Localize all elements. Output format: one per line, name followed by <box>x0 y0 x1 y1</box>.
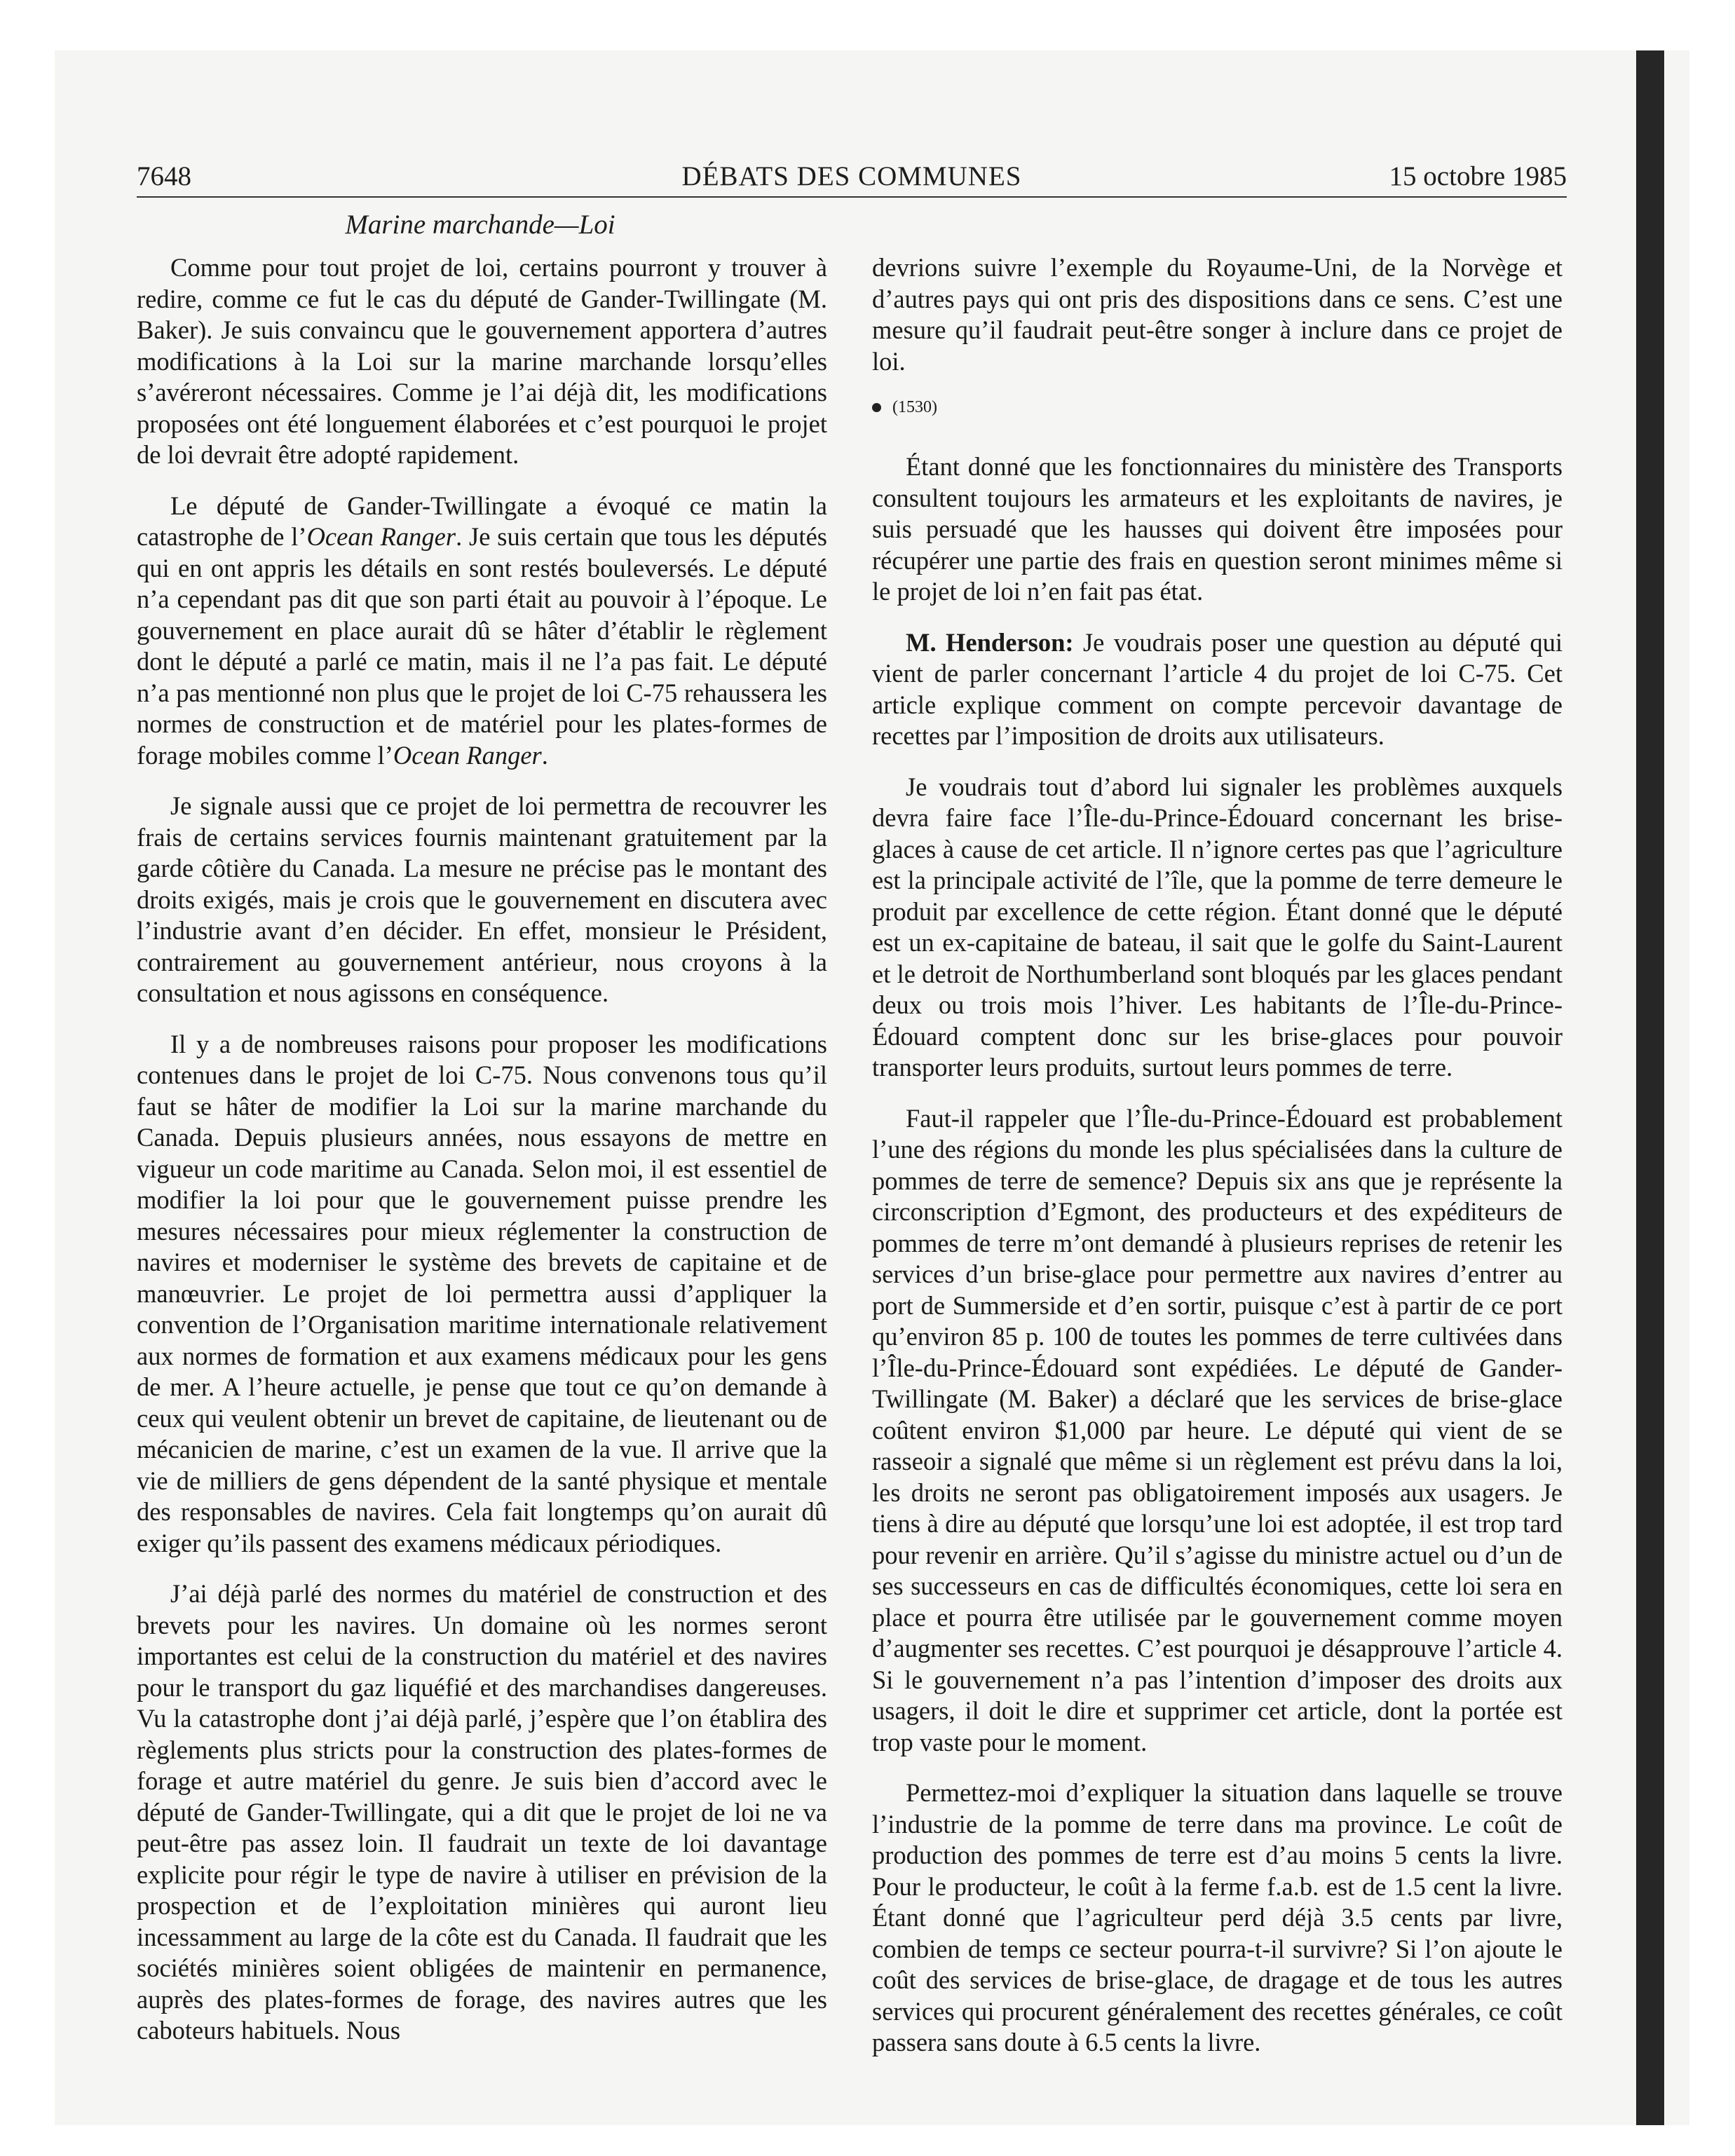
section-subhead: Marine marchande—Loi <box>345 210 615 240</box>
paragraph <box>872 627 1563 752</box>
text-run: . <box>541 740 548 770</box>
paragraph: Je voudrais tout d’abord lui signaler les problèmes auxquels devra faire face l’Île-du-Prince-Édouard concernant les brise-glaces à cause de cet article. Il n’ignore certes pas que l’agriculture est la principale activité de l’île, que la pomme de terre demeure le produit par excellence de cette région. Étant donné que le député est un ex-capitaine de bateau, il sait que le golfe du Saint-Laurent et le detroit de Northumberland sont bloqués par les glaces pendant deux ou trois mois l’hiver. Les habitants de l’Île-du-Prince-Édouard comptent donc sur les brise-glaces pour pouvoir transporter leurs produits, surtout leurs pommes de terre. <box>872 772 1563 1082</box>
paragraph: Faut-il rappeler que l’Île-du-Prince-Édouard est probablement l’une des régions du monde les plus spécialisées dans la culture de pommes de terre de semence? Depuis six ans que je représente la circonscription d’Egmont, des producteurs et des expéditeurs de pommes de terre m’ont demandé à plusieurs reprises de retenir les services d’un brise-glace pour permettre aux navires d’entrer au port de Summerside et d’en sortir, puisque c’est à partir de ce port qu’environ 85 p. 100 de toutes les pommes de terre cultivées dans l’Île-du-Prince-Édouard sont expédiées. Le député de Gander-Twillingate (M. Baker) a déclaré que les services de brise-glace coûtent environ $1,000 par heure. Le député qui vient de se rasseoir a signalé que même si un règlement est prévu dans la loi, les droits ne seront pas obligatoirement imposés aux usagers. Je tiens à dire au député que lorsqu’une loi est adoptée, il est trop tard pour revenir en arrière. Qu’il s’agisse du ministre actuel ou d’un de ses successeurs en cas de difficultés économiques, cette loi sera en place et pourra être utilisée par le gouvernement comme moyen d’augmenter ses recettes. C’est pourquoi je désapprouve l’article 4. Si le gouvernement n’a pas l’intention d’imposer des droits aux usagers, il doit le dire et supprimer cet article, dont la portée est trop vaste pour le moment. <box>872 1103 1563 1756</box>
page-header <box>137 160 1567 198</box>
text-run: Le député de Gander-Twillingate a évoqué ce matin la catastrophe de l’ <box>137 491 827 551</box>
paragraph: Étant donné que les fonctionnaires du ministère des Transports consultent toujours les armateurs et les exploitants de navires, je suis persuadé que les hausses qui doivent être imposées pour récupérer une partie des frais en question seront minimes même si le projet de loi n’en fait pas état. <box>872 452 1563 606</box>
ship-name: Ocean Ranger <box>306 522 456 551</box>
binding-edge <box>1636 50 1664 2125</box>
time-marker-text: (1530) <box>892 398 937 416</box>
text-run: . Je suis certain que tous les députés qui en ont appris les détails en sont restés bouleversés. Le député n’a cependant pas dit que son parti était au pouvoir à l’époque. Le gouvernement en place aurait dû se hâter d’établir le règlement dont le député a parlé ce matin, mais il ne l’a pas fait. Le député n’a pas mentionné non plus que le projet de loi C-75 rehaussera les normes de construction et de matériel pour les plates-formes de forage mobiles comme l’ <box>137 522 827 770</box>
bullet-icon <box>872 403 881 412</box>
time-marker <box>872 397 1563 418</box>
paragraph <box>137 491 827 772</box>
page-number: 7648 <box>137 161 191 191</box>
paragraph: Il y a de nombreuses raisons pour proposer les modifications contenues dans le projet de loi C-75. Nous convenons tous qu’il faut se hâter de modifier la Loi sur la marine marchande du Canada. Depuis plusieurs années, nous essayons de mettre en vigueur un code maritime au Canada. Selon moi, il est essentiel de modifier la loi pour que le gouvernement puisse prendre les mesures nécessaires pour mieux réglementer la construction de navires et moderniser le système des brevets de capitaine et de manœuvrier. Le projet de loi permettra aussi d’appliquer la convention de l’Organisation maritime internationale relativement aux normes de formation et aux examens médicaux pour les gens de mer. A l’heure actuelle, je pense que tout ce qu’on demande à ceux qui veulent obtenir un brevet de capitaine, de lieutenant ou de mécanicien de marine, c’est un examen de la vue. Il arrive que la vie de milliers de gens dépendent de la santé physique et mentale des responsables de navires. Cela fait longtemps qu’on aurait dû exiger qu’ils passent des examens médicaux périodiques. <box>137 1029 827 1557</box>
publication-title: DÉBATS DES COMMUNES <box>681 161 1022 191</box>
paragraph: devrions suivre l’exemple du Royaume-Uni, de la Norvège et d’autres pays qui ont pris des dispositions dans ce sens. C’est une mesure qu’il faudrait peut-être songer à inclure dans ce projet de loi. <box>872 253 1563 376</box>
speaker-name: M. Henderson: <box>906 627 1074 657</box>
ship-name: Ocean Ranger <box>393 740 542 770</box>
paragraph: Permettez-moi d’expliquer la situation dans laquelle se trouve l’industrie de la pomme de terre dans ma province. Le coût de production des pommes de terre est d’au moins 5 cents la livre. Pour le producteur, le coût à la ferme f.a.b. est de 1.5 cent la livre. Étant donné que l’agriculteur perd déjà 3.5 cents par livre, combien de temps ce secteur pourra-t-il survivre? Si l’on ajoute le coût des services de brise-glace, de dragage et de tous les autres services qui procurent généralement des recettes générales, ce coût passera sans doute à 6.5 cents la livre. <box>872 1778 1563 2056</box>
page-date: 15 octobre 1985 <box>1389 161 1567 191</box>
left-column <box>137 252 827 2047</box>
paragraph: J’ai déjà parlé des normes du matériel de construction et des brevets pour les navires. Un domaine où les normes seront importantes est celui de la construction du matériel et des navires pour le transport du gaz liquéfié et des marchandises dangereuses. Vu la catastrophe dont j’ai déjà parlé, j’espère que l’on établira des règlements plus stricts pour la construction des plates-formes de forage et autre matériel du genre. Je suis bien d’accord avec le député de Gander-Twillingate, qui a dit que le projet de loi ne va peut-être pas assez loin. Il faudrait un texte de loi davantage explicite pour régir le type de navire à utiliser en prévision de la prospection et de l’exploitation minières qui auront lieu incessamment au large de la côte est du Canada. Il faudrait que les sociétés minières soient obligées de maintenir en permanence, auprès des plates-formes de forage, des navires autres que les caboteurs habituels. Nous <box>137 1579 827 2045</box>
paragraph: Je signale aussi que ce projet de loi permettra de recouvrer les frais de certains services fournis maintenant gratuitement par la garde côtière du Canada. La mesure ne précise pas le montant des droits exigés, mais je crois que le gouvernement en discutera avec l’industrie avant d’en décider. En effet, monsieur le Président, contrairement au gouvernement antérieur, nous croyons à la consultation et nous agissons en conséquence. <box>137 791 827 1007</box>
text-run: Je voudrais poser une question au député qui vient de parler concernant l’article 4 du projet de loi C-75. Cet article explique comment on compte percevoir davantage de recettes par l’imposition de droits aux utilisateurs. <box>872 627 1563 750</box>
right-column <box>872 252 1563 2059</box>
paragraph: Comme pour tout projet de loi, certains pourront y trouver à redire, comme ce fut le cas du député de Gander-Twillingate (M. Baker). Je suis convaincu que le gouvernement apportera d’autres modifications à la Loi sur la marine marchande lorsqu’elles s’avéreront nécessaires. Comme je l’ai déjà dit, les modifications proposées ont été longuement élaborées et c’est pourquoi le projet de loi devrait être adopté rapidement. <box>137 253 827 469</box>
